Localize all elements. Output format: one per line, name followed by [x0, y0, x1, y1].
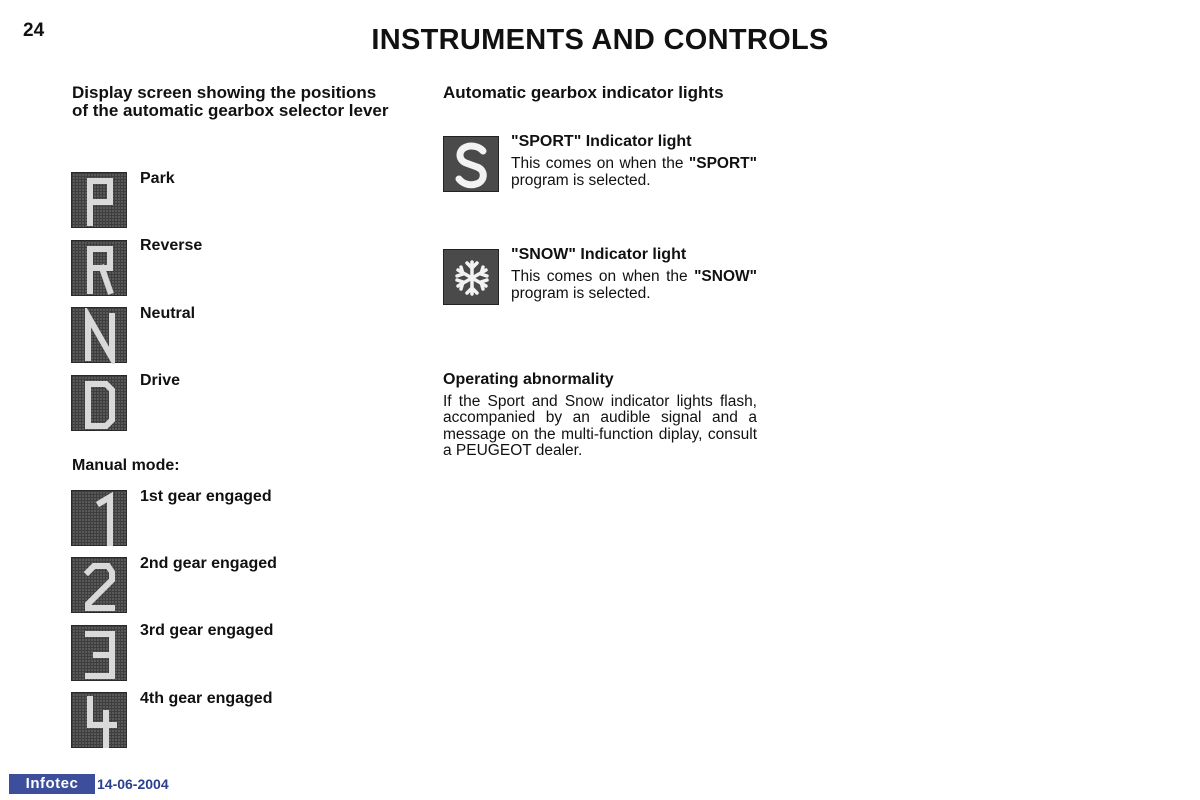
gear-2-display-icon [71, 557, 127, 613]
gear-4-label: 4th gear engaged [140, 690, 273, 707]
page-number: 24 [23, 20, 45, 41]
snow-indicator-description: This comes on when the "SNOW" program is selected. [511, 268, 757, 302]
infotec-logo: Infotec [9, 774, 95, 794]
sport-indicator-description: This comes on when the "SPORT" program is selected. [511, 155, 757, 189]
indicator-lights-heading: Automatic gearbox indicator lights [443, 83, 724, 102]
gear-3-label: 3rd gear engaged [140, 622, 274, 639]
gear-2-label: 2nd gear engaged [140, 555, 277, 572]
drive-label: Drive [140, 372, 181, 389]
selector-display-heading: Display screen showing the positions of the automatic gearbox selector lever [72, 83, 389, 120]
reverse-label: Reverse [140, 237, 203, 254]
operating-abnormality-heading: Operating abnormality [443, 371, 614, 388]
page-title: INSTRUMENTS AND CONTROLS [371, 24, 829, 56]
sport-indicator-title: "SPORT" Indicator light [511, 133, 692, 150]
park-display-icon [71, 172, 127, 228]
operating-abnormality-text: If the Sport and Snow indicator lights flash, accompanied by an audible signal and a message on the multi-function diplay, consult a PEUGEOT dealer. [443, 393, 757, 459]
drive-display-icon [71, 375, 127, 431]
gear-1-display-icon [71, 490, 127, 546]
gear-4-display-icon [71, 692, 127, 748]
gear-1-label: 1st gear engaged [140, 488, 272, 505]
park-label: Park [140, 170, 175, 187]
document-date: 14-06-2004 [97, 776, 169, 792]
neutral-display-icon [71, 307, 127, 363]
gear-3-display-icon [71, 625, 127, 681]
snowflake-icon [443, 249, 499, 305]
manual-mode-heading: Manual mode: [72, 457, 180, 474]
sport-s-icon [443, 136, 499, 192]
neutral-label: Neutral [140, 305, 196, 322]
snow-indicator-title: "SNOW" Indicator light [511, 246, 687, 263]
reverse-display-icon [71, 240, 127, 296]
